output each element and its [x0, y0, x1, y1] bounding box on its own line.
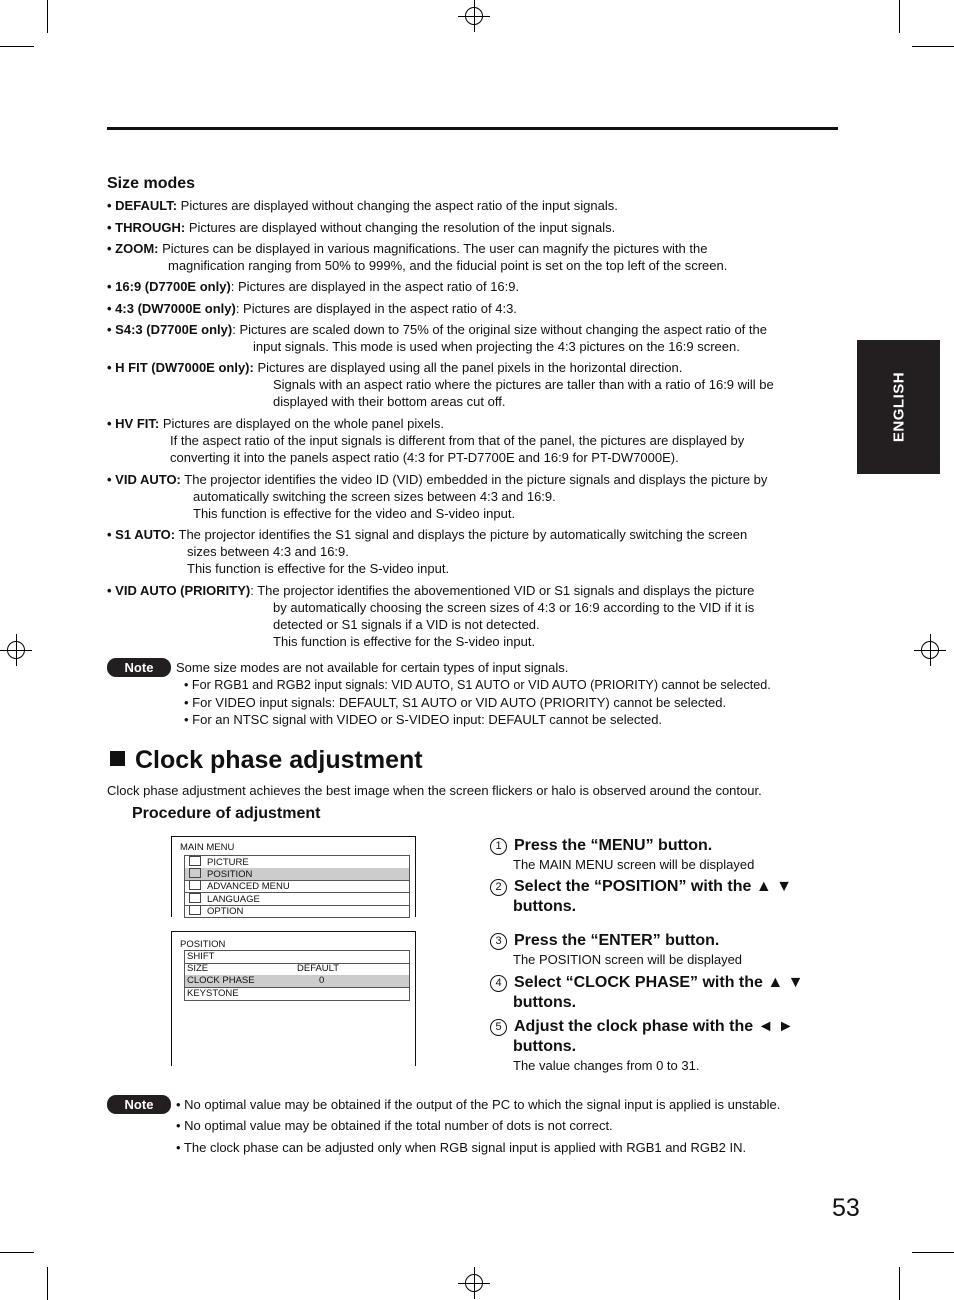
size-mode-description: : Pictures are scaled down to 75% of the original size without changing the aspect ratio of the — [232, 322, 767, 337]
size-mode-line — [170, 432, 744, 449]
size-mode-name: • 16:9 (D7700E only) — [107, 279, 231, 294]
option-icon — [189, 905, 201, 915]
section-title — [110, 746, 423, 775]
position-menu-item[interactable] — [184, 963, 410, 976]
size-mode-name: • THROUGH: — [107, 220, 186, 235]
advanced-icon — [189, 880, 201, 890]
position-icon — [189, 868, 201, 878]
size-mode-line — [168, 257, 727, 274]
note-text: • For RGB1 and RGB2 input signals: VID AUTO, S1 AUTO or VID AUTO (PRIORITY) cannot be selected. — [184, 678, 771, 692]
step-text: Adjust the clock phase with the ◄ ► — [514, 1018, 794, 1035]
step-3 — [490, 931, 719, 951]
step-note: The MAIN MENU screen will be displayed — [513, 857, 755, 872]
size-mode-line — [193, 505, 515, 522]
crop-mark — [47, 1267, 48, 1300]
position-item-label: KEYSTONE — [187, 987, 239, 999]
size-mode-description: Signals with an aspect ratio where the pictures are taller than with a ratio of 16:9 will be — [273, 377, 774, 392]
size-mode-line — [107, 582, 754, 599]
main-menu-screen — [171, 836, 416, 917]
registration-mark — [458, 0, 490, 32]
size-mode-name: • DEFAULT: — [107, 198, 178, 213]
crop-mark — [0, 1252, 34, 1253]
step-text: buttons. — [513, 994, 577, 1011]
size-mode-line — [107, 471, 767, 488]
page-number: 53 — [832, 1194, 860, 1222]
note-badge: Note — [107, 658, 171, 677]
language-icon — [189, 893, 201, 903]
position-item-label: SHIFT — [187, 951, 215, 962]
size-mode-description: detected or S1 signals if a VID is not detected. — [273, 617, 540, 632]
menu-item[interactable] — [184, 893, 410, 906]
menu-item[interactable] — [184, 880, 410, 893]
size-mode-description: The projector identifies the video ID (VID) embedded in the picture signals and displays the picture by — [180, 472, 768, 487]
size-mode-line — [107, 240, 707, 257]
step-5 — [490, 1017, 794, 1057]
size-mode-line — [107, 278, 519, 295]
menu-item-label: OPTION — [207, 906, 244, 917]
crop-mark — [912, 46, 954, 47]
position-item-label: CLOCK PHASE — [187, 975, 255, 986]
size-mode-description: input signals. This mode is used when projecting the 4:3 pictures on the 16:9 screen. — [253, 339, 740, 354]
step-4 — [490, 973, 803, 1013]
step-2 — [490, 877, 792, 917]
language-tab-label: ENGLISH — [890, 371, 907, 443]
size-mode-description: The projector identifies the S1 signal and displays the picture by automatically switching the screen — [175, 527, 748, 542]
size-mode-name: • H FIT (DW7000E only): — [107, 360, 254, 375]
size-mode-line — [253, 338, 740, 355]
square-bullet-icon — [110, 751, 125, 766]
size-mode-line — [107, 526, 747, 543]
size-mode-line — [107, 197, 618, 214]
size-mode-line — [107, 300, 517, 317]
procedure-heading: Procedure of adjustment — [132, 805, 321, 822]
note-text: • For an NTSC signal with VIDEO or S-VIDEO input: DEFAULT cannot be selected. — [184, 712, 663, 727]
size-mode-line — [273, 633, 535, 650]
size-mode-description: Pictures can be displayed in various magnifications. The user can magnify the pictures with the — [158, 241, 708, 256]
size-mode-description: sizes between 4:3 and 16:9. — [187, 544, 349, 559]
step-text: Press the “ENTER” button. — [514, 932, 720, 949]
step-note: The value changes from 0 to 31. — [513, 1058, 700, 1073]
step-note: The POSITION screen will be displayed — [513, 952, 743, 967]
menu-item-label: ADVANCED MENU — [207, 881, 290, 892]
size-mode-description: Pictures are displayed on the whole panel pixels. — [159, 416, 444, 431]
size-mode-description: Pictures are displayed without changing the aspect ratio of the input signals. — [177, 198, 618, 213]
step-number: 1 — [490, 838, 507, 855]
crop-mark — [899, 0, 900, 33]
size-mode-description: magnification ranging from 50% to 999%, and the fiducial point is set on the top left of the screen. — [168, 258, 728, 273]
size-mode-description: This function is effective for the video and S-video input. — [193, 506, 516, 521]
main-menu-title: MAIN MENU — [180, 842, 235, 853]
position-menu-screen — [171, 931, 416, 1066]
size-mode-description: : Pictures are displayed in the aspect ratio of 4:3. — [235, 301, 517, 316]
note-text: • For VIDEO input signals: DEFAULT, S1 AUTO or VID AUTO (PRIORITY) cannot be selected. — [184, 695, 727, 710]
size-mode-line — [193, 488, 556, 505]
size-mode-description: Pictures are displayed without changing the resolution of the input signals. — [185, 220, 616, 235]
note-text: Some size modes are not available for certain types of input signals. — [176, 660, 569, 675]
crop-mark — [0, 46, 34, 47]
step-number: 5 — [490, 1019, 507, 1036]
note-badge: Note — [107, 1095, 171, 1114]
position-menu-item[interactable] — [184, 988, 410, 1001]
size-mode-description: : The projector identifies the abovementioned VID or S1 signals and displays the picture — [250, 583, 755, 598]
registration-mark — [0, 634, 32, 666]
size-mode-line — [187, 560, 449, 577]
registration-mark — [458, 1267, 490, 1299]
step-number: 3 — [490, 933, 507, 950]
position-item-value: 0 — [319, 975, 325, 986]
size-mode-name: • 4:3 (DW7000E only) — [107, 301, 236, 316]
size-modes-heading: Size modes — [107, 175, 196, 192]
menu-item[interactable] — [184, 868, 410, 881]
step-number: 2 — [490, 879, 507, 896]
size-mode-description: If the aspect ratio of the input signals is different from that of the panel, the pictures are displayed by — [170, 433, 745, 448]
size-mode-line — [187, 543, 349, 560]
step-text: Press the “MENU” button. — [514, 837, 713, 854]
size-mode-description: displayed with their bottom areas cut off. — [273, 394, 506, 409]
size-mode-line — [107, 219, 615, 236]
size-mode-description: converting it into the panels aspect ratio (4:3 for PT-D7700E and 16:9 for PT-DW7000E). — [170, 450, 679, 465]
step-1 — [490, 836, 712, 856]
size-mode-description: automatically switching the screen sizes between 4:3 and 16:9. — [193, 489, 556, 504]
menu-item-label: LANGUAGE — [207, 893, 260, 905]
size-mode-line — [273, 393, 505, 410]
note-text: • No optimal value may be obtained if the output of the PC to which the signal input is applied is unstable. — [176, 1097, 781, 1112]
crop-mark — [47, 0, 48, 33]
crop-mark — [899, 1267, 900, 1300]
size-mode-line — [273, 599, 754, 616]
size-mode-description: This function is effective for the S-video input. — [187, 561, 450, 576]
size-mode-description: : Pictures are displayed in the aspect ratio of 16:9. — [230, 279, 520, 294]
size-mode-line — [107, 359, 682, 376]
step-text: buttons. — [513, 1038, 577, 1055]
section-title-text: Clock phase adjustment — [135, 746, 423, 774]
registration-mark — [914, 634, 946, 666]
step-text: buttons. — [513, 898, 577, 915]
size-mode-line — [273, 616, 540, 633]
step-text: Select “CLOCK PHASE” with the ▲ ▼ — [514, 974, 804, 991]
size-mode-name: • S1 AUTO: — [107, 527, 176, 542]
size-mode-description: Pictures are displayed using all the panel pixels in the horizontal direction. — [253, 360, 683, 375]
crop-mark — [912, 1252, 954, 1253]
size-mode-line — [273, 376, 774, 393]
picture-icon — [189, 856, 201, 866]
size-mode-name: • ZOOM: — [107, 241, 159, 256]
language-tab — [857, 340, 940, 474]
step-number: 4 — [490, 975, 507, 992]
menu-item-label: POSITION — [207, 868, 253, 880]
size-mode-name: • HV FIT: — [107, 416, 160, 431]
header-rule — [107, 127, 838, 130]
step-text: Select the “POSITION” with the ▲ ▼ — [514, 878, 792, 895]
note-text: • No optimal value may be obtained if the total number of dots is not correct. — [176, 1118, 613, 1133]
menu-item[interactable] — [184, 905, 410, 918]
size-mode-description: This function is effective for the S-video input. — [273, 634, 536, 649]
size-mode-name: • S4:3 (D7700E only) — [107, 322, 233, 337]
position-menu-item[interactable] — [184, 975, 410, 988]
size-mode-name: • VID AUTO (PRIORITY) — [107, 583, 251, 598]
position-menu-title: POSITION — [180, 939, 226, 950]
size-mode-line — [107, 415, 444, 432]
note-text: • The clock phase can be adjusted only when RGB signal input is applied with RGB1 and RGB2 IN. — [176, 1140, 747, 1155]
size-mode-name: • VID AUTO: — [107, 472, 181, 487]
size-mode-line — [107, 321, 767, 338]
size-mode-line — [170, 449, 679, 466]
section-intro: Clock phase adjustment achieves the best image when the screen flickers or halo is observed around the contour. — [107, 783, 762, 798]
size-mode-description: by automatically choosing the screen sizes of 4:3 or 16:9 according to the VID if it is — [273, 600, 755, 615]
position-item-value: DEFAULT — [297, 962, 340, 974]
menu-item-label: PICTURE — [207, 857, 249, 868]
position-item-label: SIZE — [187, 962, 209, 974]
